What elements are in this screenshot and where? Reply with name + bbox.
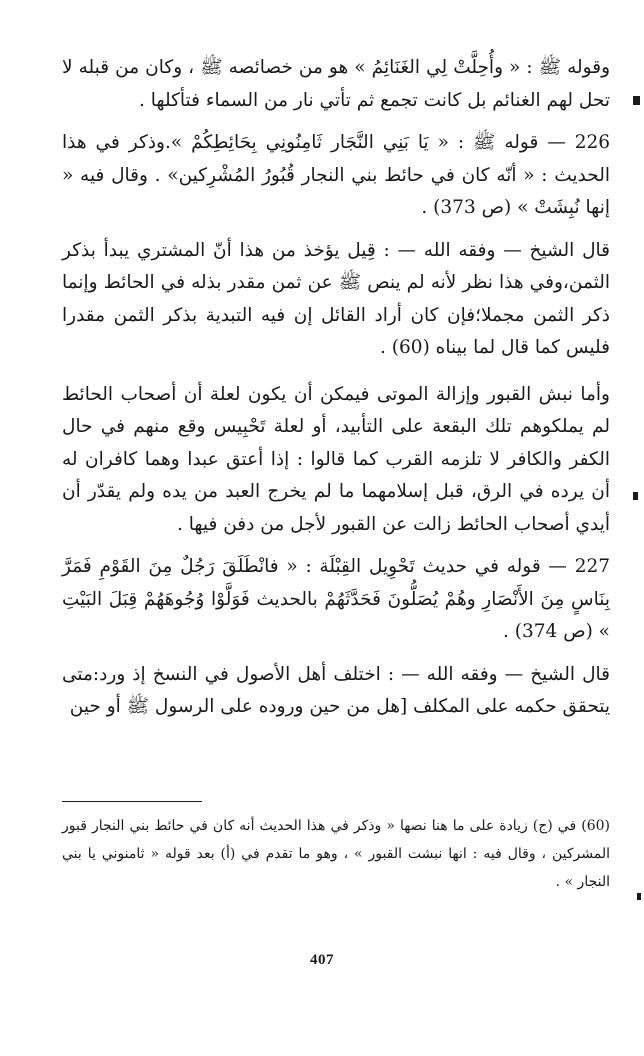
page-number: 407 (310, 952, 334, 968)
paragraph-prophet-specialty: وقوله ﷺ : « وأُحِلَّتْ لِي الغَنَائِمُ » هو من خصائصه ﷺ ، وكان من قبله لا تحل لهم الغنائم بل كانت تجمع ثم تأتي نار من السماء فتأكلها . (62, 57, 610, 111)
margin-mark (633, 492, 638, 500)
paragraph-hadith-227: 227 — قوله في حديث تَحْوِيل القِبْلَة : « فانْطَلَقَ رَجُلٌ مِنَ القَوْمِ فَمَرَّ بِنَاسٍ مِنَ الأَنْصَارِ وهُمْ يُصَلُّونَ فَحَدَّثَهُمْ بالحديث فَوَلَّوْا وُجُوهَهُمْ قِبَلَ البَيْتِ » (ص 374) . (62, 556, 610, 642)
paragraph-sheikh-commentary-price: قال الشيخ — وفقه الله — : قِيل يؤخذ من هذا أنّ المشتري يبدأ بذكر الثمن،وفي هذا نظر لأنه لم ينص ﷺ عن ثمن مقدر بذله في الحائط وإنما ذكر الثمن مجملا؛فإن كان أراد القائل إن فيه التبدية بذكر الثمن مقدرا فليس كما قال لما بيناه (60) . (62, 239, 610, 358)
margin-mark (633, 96, 640, 105)
margin-mark (637, 893, 641, 900)
footnote-60: (60) في (ج) زيادة على ما هنا نصها « وذكر في هذا الحديث أنه كان في حائط بني النجار قبور المشركين ، وقال فيه : انها نبشت القبور » ، وهو ما تقدم في (أ) بعد قوله « ثامنوني يا بني النجار » . (62, 818, 610, 890)
paragraph-sheikh-commentary-abrogation: قال الشيخ — وفقه الله — : اختلف أهل الأصول في النسخ إذ ورد:متى يتحقق حكمه على المكلف [هل من حين وروده على الرسول ﷺ أو حين (62, 663, 610, 717)
main-text (62, 52, 610, 724)
footnote-separator (62, 801, 202, 802)
paragraph-graves-exhumation: وأما نبش القبور وإزالة الموتى فيمكن أن يكون لعلة أن أصحاب الحائط لم يملكوهم تلك البقعة على التأبيد، أو لعلة تَحْبِيس وقع منهم في حال الكفر والكافر لا تلزمه القرب كما قالوا : إذا أعتق عبدا وهما كافران له أن يرده في الرق، قبل إسلامهما ما لم يخرج العبد من يده ولم يقدّر أن أيدي أصحاب الحائط زالت عن القبور لأجل من دفن فيها . (62, 383, 610, 535)
paragraph-hadith-226: 226 — قوله ﷺ : « يَا بَنِي النَّجَار ثَامِنُونِي بِحَائِطِكُمْ ».وذكر في هذا الحديث : « أنّه كان في حائط بني النجار قُبُورُ المُشْرِكين» . وقال فيه « إنها نُبِشَتْ » (ص 373) . (62, 132, 610, 218)
